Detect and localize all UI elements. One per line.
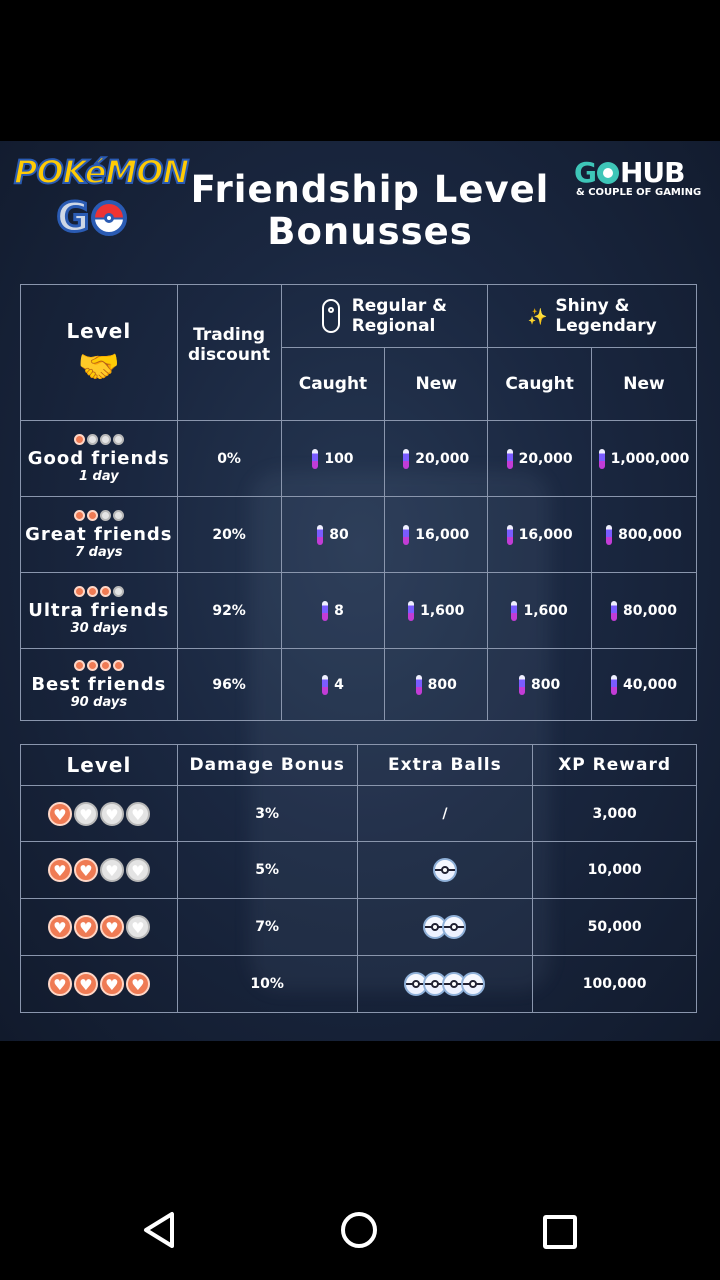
friendship-row [21,497,697,573]
trading-discount: 0% [177,421,281,497]
heart-filled-icon [74,510,85,521]
gohub-o-icon [597,162,619,184]
stardust-icon [408,601,414,621]
regular-new-cost [385,573,488,649]
level-cell [21,497,178,573]
extra-balls-icons [358,915,533,939]
heart-empty-icon [100,802,124,826]
header2-damage: Damage Bonus [177,745,357,786]
android-nav-bar [0,1180,720,1280]
heart-filled-icon [87,586,98,597]
pokemon-go-logo [14,153,189,253]
hearts-indicator [21,915,177,939]
regular-caught-cost [281,497,385,573]
heart-empty-icon [100,510,111,521]
infographic-card [0,141,720,1041]
heart-empty-icon [126,915,150,939]
trading-discount: 20% [177,497,281,573]
header-regular-caught: Caught [281,348,385,421]
go-letter-g: G [56,195,90,241]
extra-balls [357,842,533,899]
heart-filled-icon [48,802,72,826]
xp-reward: 10,000 [533,842,697,899]
title-line-2: Bonusses [267,210,473,253]
header-trading [177,285,281,421]
header-shiny-line1: Shiny & [555,296,630,316]
stardust-icon [322,601,328,621]
handshake-icon: 🤝 [77,346,120,387]
shiny-caught-value: 800 [530,676,561,693]
heart-filled-icon [126,972,150,996]
premier-ball-icon [433,858,457,882]
bonus-row [21,786,697,842]
bonus-table [20,744,697,1013]
level-days: 1 day [78,468,119,484]
header-regular-new: New [385,348,488,421]
header-trading-line2: discount [187,345,271,365]
heart-filled-icon [100,660,111,671]
gohub-g: G [574,156,596,189]
shiny-new-cost [592,573,697,649]
stardust-icon [507,449,513,469]
heart-empty-icon [87,434,98,445]
premier-ball-icon [442,915,466,939]
damage-bonus: 3% [177,786,357,842]
header-regular-line1: Regular & [351,296,448,316]
header-shiny-group [488,285,697,348]
heart-filled-icon [74,660,85,671]
heart-empty-icon [113,434,124,445]
hearts-indicator [21,802,177,826]
extra-balls-icons [358,806,533,822]
regular-caught-cost [281,421,385,497]
regular-new-cost [385,649,488,721]
hearts-indicator [21,972,177,996]
regular-new-cost [385,421,488,497]
shiny-caught-cost [488,497,592,573]
sparkle-icon: ✨ [527,306,548,326]
go-wordmark [49,195,135,241]
extra-balls [357,786,533,842]
heart-empty-icon [113,510,124,521]
hearts-indicator [21,858,177,882]
shiny-new-value: 1,000,000 [610,450,690,467]
heart-empty-icon [100,858,124,882]
level-days: 90 days [70,694,128,710]
header-level [21,285,178,421]
stardust-icon [403,449,409,469]
pokemon-wordmark: POKéMON [14,153,189,191]
level-hearts-cell [21,956,178,1013]
shiny-caught-value: 20,000 [518,450,573,467]
header-trading-line1: Trading [193,325,266,345]
header2-level: Level [21,745,178,786]
xp-reward: 100,000 [533,956,697,1013]
incense-icon [322,299,340,333]
heart-filled-icon [48,972,72,996]
heart-filled-icon [74,586,85,597]
level-cell [21,649,178,721]
header-level-label: Level [66,318,132,343]
stardust-icon [599,449,605,469]
regular-new-cost [385,497,488,573]
heart-filled-icon [87,510,98,521]
level-days: 7 days [75,544,123,560]
level-cell [21,421,178,497]
header-shiny-line2: Legendary [555,316,657,336]
level-cell [21,573,178,649]
friendship-row [21,573,697,649]
header-regular-line2: Regional [351,316,436,336]
level-name: Best friends [31,673,167,695]
friendship-row [21,421,697,497]
stardust-icon [317,525,323,545]
header-shiny-caught: Caught [488,348,592,421]
level-name: Great friends [25,523,173,545]
gohub-hub: HUB [619,156,685,189]
hearts-indicator [21,586,177,597]
header2-xp: XP Reward [533,745,697,786]
gohub-wordmark [574,157,685,189]
stardust-icon [611,675,617,695]
shiny-caught-cost [488,649,592,721]
shiny-new-value: 800,000 [618,526,682,543]
xp-reward: 3,000 [533,786,697,842]
stardust-icon [611,601,617,621]
level-hearts-cell [21,899,178,956]
heart-filled-icon [74,858,98,882]
friendship-row [21,649,697,721]
bonus-row [21,956,697,1013]
premier-ball-icon [461,972,485,996]
bonus-row [21,899,697,956]
hearts-indicator [21,434,177,445]
title-line-1: Friendship Level [190,168,550,211]
level-days: 30 days [70,620,128,636]
heart-empty-icon [113,586,124,597]
heart-filled-icon [74,434,85,445]
hearts-indicator [21,510,177,521]
back-icon[interactable] [140,1210,180,1250]
shiny-caught-cost [488,573,592,649]
regular-caught-cost [281,573,385,649]
extra-balls-icons [358,972,533,996]
gohub-subtitle: & COUPLE OF GAMING [576,187,702,198]
damage-bonus: 7% [177,899,357,956]
damage-bonus: 10% [177,956,357,1013]
home-icon[interactable] [341,1212,377,1248]
stardust-icon [507,525,513,545]
regular-caught-value: 4 [334,676,344,693]
regular-caught-cost [281,649,385,721]
extra-balls-icons [358,858,533,882]
extra-balls-text: / [442,805,448,822]
header-regular-group [281,285,488,348]
gohub-logo [574,157,702,201]
regular-caught-value: 8 [334,602,344,619]
heart-empty-icon [74,802,98,826]
shiny-new-cost [592,421,697,497]
heart-filled-icon [74,972,98,996]
heart-empty-icon [126,802,150,826]
shiny-new-value: 40,000 [622,676,678,693]
page-title [180,169,560,253]
heart-empty-icon [100,434,111,445]
extra-balls [357,956,533,1013]
heart-filled-icon [100,586,111,597]
stardust-icon [416,675,422,695]
level-name: Good friends [27,447,170,469]
shiny-new-cost [592,649,697,721]
stardust-icon [312,449,318,469]
shiny-caught-value: 16,000 [518,526,573,543]
regular-caught-value: 80 [329,526,349,543]
level-name: Ultra friends [28,599,170,621]
stardust-icon [403,525,409,545]
header2-balls: Extra Balls [357,745,533,786]
regular-new-value: 20,000 [415,450,470,467]
regular-caught-value: 100 [324,450,354,467]
heart-filled-icon [113,660,124,671]
stardust-icon [606,525,612,545]
xp-reward: 50,000 [533,899,697,956]
stardust-icon [322,675,328,695]
level-hearts-cell [21,786,178,842]
shiny-new-value: 80,000 [622,602,678,619]
heart-filled-icon [74,915,98,939]
heart-filled-icon [48,915,72,939]
heart-filled-icon [100,972,124,996]
pokeball-icon [91,200,127,236]
shiny-caught-cost [488,421,592,497]
recent-apps-icon[interactable] [543,1215,577,1249]
regular-new-value: 16,000 [415,526,470,543]
heart-filled-icon [100,915,124,939]
regular-new-value: 800 [427,676,457,693]
damage-bonus: 5% [177,842,357,899]
heart-empty-icon [126,858,150,882]
hearts-indicator [21,660,177,671]
level-hearts-cell [21,842,178,899]
trading-discount: 96% [177,649,281,721]
regular-new-value: 1,600 [420,602,465,619]
bonus-row [21,842,697,899]
stardust-icon [519,675,525,695]
trading-discount: 92% [177,573,281,649]
heart-filled-icon [87,660,98,671]
shiny-new-cost [592,497,697,573]
shiny-caught-value: 1,600 [523,602,568,619]
heart-filled-icon [48,858,72,882]
stardust-icon [511,601,517,621]
friendship-table [20,284,697,721]
extra-balls [357,899,533,956]
header-shiny-new: New [592,348,697,421]
